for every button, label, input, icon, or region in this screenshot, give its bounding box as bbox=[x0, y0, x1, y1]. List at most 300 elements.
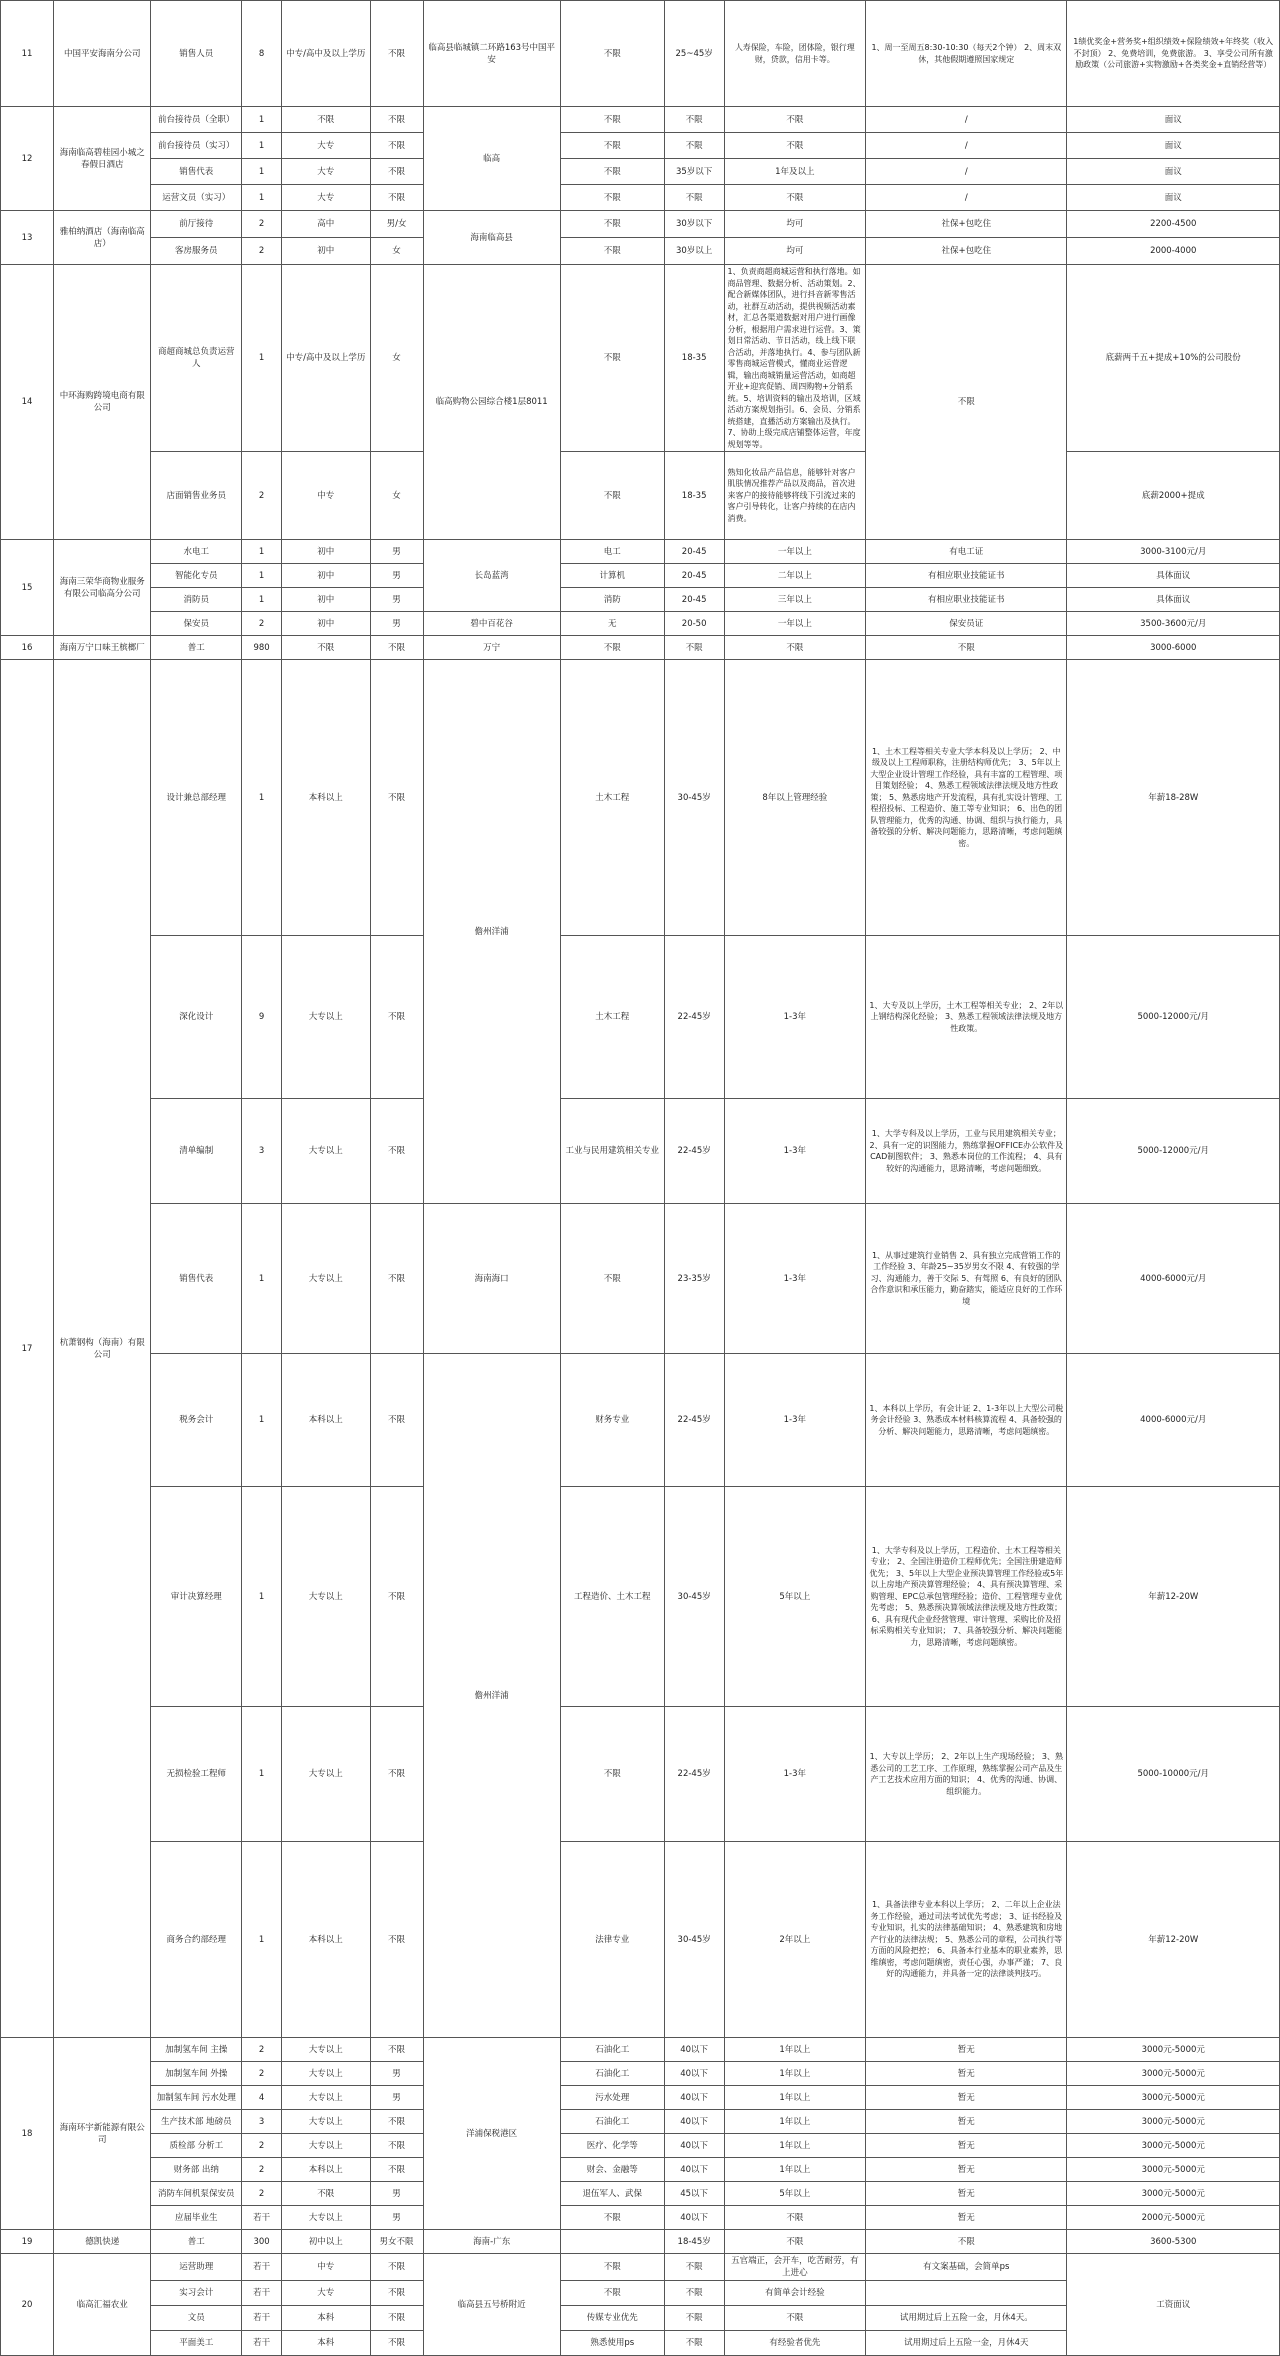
position-cell: 应届毕业生 bbox=[151, 2206, 242, 2230]
workplace-cell: 儋州洋浦 bbox=[423, 660, 560, 1204]
position-cell: 普工 bbox=[151, 2230, 242, 2254]
experience-cell: 均可 bbox=[724, 211, 866, 238]
salary-cell: 1绩优奖金+营务奖+组织绩效+保险绩效+年终奖（收入不封顶） 2、免费培训，免费旅游。 3、享受公司所有激励政策（公司旅游+实物激励+各类奖金+直销经营等） bbox=[1067, 1, 1280, 107]
position-cell: 消防车间机泵保安员 bbox=[151, 2182, 242, 2206]
table-row bbox=[1, 1354, 1280, 1487]
count-cell: 1 bbox=[242, 1842, 282, 2038]
major-cell: 不限 bbox=[560, 185, 664, 211]
count-cell: 4 bbox=[242, 2086, 282, 2110]
requirement-cell: 有相应职业技能证书 bbox=[866, 564, 1067, 588]
education-cell: 初中 bbox=[282, 612, 371, 636]
major-cell: 熟悉使用ps bbox=[560, 2331, 664, 2356]
experience-cell: 一年以上 bbox=[724, 612, 866, 636]
requirement-cell: 暂无 bbox=[866, 2038, 1067, 2062]
gender-cell: 男女不限 bbox=[370, 2230, 423, 2254]
workplace-cell: 儋州洋浦 bbox=[423, 1354, 560, 2038]
table-row bbox=[1, 2038, 1280, 2062]
table-row bbox=[1, 1204, 1280, 1354]
table-row bbox=[1, 612, 1280, 636]
requirement-cell: 不限 bbox=[866, 636, 1067, 660]
major-cell: 计算机 bbox=[560, 564, 664, 588]
count-cell: 若干 bbox=[242, 2281, 282, 2306]
education-cell: 大专以上 bbox=[282, 2134, 371, 2158]
table-row bbox=[1, 1487, 1280, 1707]
major-cell: 石油化工 bbox=[560, 2110, 664, 2134]
major-cell: 不限 bbox=[560, 636, 664, 660]
gender-cell: 不限 bbox=[370, 2110, 423, 2134]
gender-cell: 不限 bbox=[370, 107, 423, 133]
gender-cell: 女 bbox=[370, 238, 423, 265]
gender-cell: 不限 bbox=[370, 1707, 423, 1842]
position-cell: 普工 bbox=[151, 636, 242, 660]
workplace-cell: 长岛蓝湾 bbox=[423, 540, 560, 612]
age-cell: 22-45岁 bbox=[664, 1707, 724, 1842]
salary-cell: 底薪2000+提成 bbox=[1067, 452, 1280, 540]
requirement-cell: 1、大学专科及以上学历，工业与民用建筑相关专业； 2、具有一定的识图能力，熟练掌握OFFICE办公软件及CAD制图软件； 3、熟悉本岗位的工作流程； 4、具有较好的沟通能力，思路清晰，考虑问题细致。 bbox=[866, 1099, 1067, 1204]
salary-cell: 4000-6000元/月 bbox=[1067, 1354, 1280, 1487]
age-cell: 40以下 bbox=[664, 2062, 724, 2086]
gender-cell: 不限 bbox=[370, 2038, 423, 2062]
count-cell: 1 bbox=[242, 133, 282, 159]
experience-cell: 2年以上 bbox=[724, 1842, 866, 2038]
major-cell: 退伍军人、武保 bbox=[560, 2182, 664, 2206]
position-cell: 加制氢车间 外操 bbox=[151, 2062, 242, 2086]
requirement-cell: 暂无 bbox=[866, 2134, 1067, 2158]
experience-cell: 五官端正，会开车，吃苦耐劳，有上进心 bbox=[724, 2254, 866, 2281]
table-row bbox=[1, 238, 1280, 265]
company-name: 杭萧钢构（海南）有限公司 bbox=[54, 660, 151, 2038]
position-cell: 运营助理 bbox=[151, 2254, 242, 2281]
position-cell: 税务会计 bbox=[151, 1354, 242, 1487]
table-row bbox=[1, 185, 1280, 211]
salary-cell: 具体面议 bbox=[1067, 564, 1280, 588]
major-cell: 不限 bbox=[560, 133, 664, 159]
education-cell: 大专 bbox=[282, 133, 371, 159]
salary-cell: 3000元-5000元 bbox=[1067, 2086, 1280, 2110]
count-cell: 1 bbox=[242, 1487, 282, 1707]
workplace-cell: 临高县五号桥附近 bbox=[423, 2254, 560, 2356]
age-cell: 20-50 bbox=[664, 612, 724, 636]
education-cell: 中专 bbox=[282, 2254, 371, 2281]
experience-cell: 不限 bbox=[724, 2230, 866, 2254]
age-cell: 20-45 bbox=[664, 564, 724, 588]
salary-cell: 3000元-5000元 bbox=[1067, 2182, 1280, 2206]
age-cell: 不限 bbox=[664, 2306, 724, 2331]
gender-cell: 不限 bbox=[370, 2331, 423, 2356]
age-cell: 40以下 bbox=[664, 2038, 724, 2062]
experience-cell: 1年以上 bbox=[724, 2158, 866, 2182]
gender-cell: 不限 bbox=[370, 2158, 423, 2182]
gender-cell: 男/女 bbox=[370, 211, 423, 238]
major-cell: 工业与民用建筑相关专业 bbox=[560, 1099, 664, 1204]
count-cell: 1 bbox=[242, 1354, 282, 1487]
education-cell: 大专 bbox=[282, 2281, 371, 2306]
salary-cell: 底薪两千五+提成+10%的公司股份 bbox=[1067, 265, 1280, 452]
count-cell: 1 bbox=[242, 1707, 282, 1842]
salary-cell: 3500-3600元/月 bbox=[1067, 612, 1280, 636]
count-cell: 2 bbox=[242, 2158, 282, 2182]
workplace-cell: 临高 bbox=[423, 107, 560, 211]
position-cell: 智能化专员 bbox=[151, 564, 242, 588]
requirement-cell: 暂无 bbox=[866, 2086, 1067, 2110]
workplace-cell: 海南临高县 bbox=[423, 211, 560, 265]
position-cell: 前厅接待 bbox=[151, 211, 242, 238]
age-cell: 不限 bbox=[664, 2331, 724, 2356]
gender-cell: 男 bbox=[370, 612, 423, 636]
experience-cell: 三年以上 bbox=[724, 588, 866, 612]
position-cell: 消防员 bbox=[151, 588, 242, 612]
position-cell: 前台接待员（全职） bbox=[151, 107, 242, 133]
workplace-cell: 万宁 bbox=[423, 636, 560, 660]
gender-cell: 男 bbox=[370, 540, 423, 564]
table-row bbox=[1, 1099, 1280, 1204]
gender-cell: 男 bbox=[370, 588, 423, 612]
salary-cell: 具体面议 bbox=[1067, 588, 1280, 612]
experience-cell: 1年以上 bbox=[724, 2134, 866, 2158]
position-cell: 销售代表 bbox=[151, 159, 242, 185]
salary-cell: 面议 bbox=[1067, 133, 1280, 159]
count-cell: 1 bbox=[242, 588, 282, 612]
position-cell: 加制氢车间 主操 bbox=[151, 2038, 242, 2062]
position-cell: 无损检验工程师 bbox=[151, 1707, 242, 1842]
education-cell: 本科以上 bbox=[282, 1842, 371, 2038]
table-row bbox=[1, 660, 1280, 936]
salary-cell: 5000-12000元/月 bbox=[1067, 936, 1280, 1099]
major-cell: 不限 bbox=[560, 2254, 664, 2281]
table-row bbox=[1, 133, 1280, 159]
education-cell: 初中 bbox=[282, 540, 371, 564]
experience-cell: 有经验者优先 bbox=[724, 2331, 866, 2356]
major-cell: 不限 bbox=[560, 1204, 664, 1354]
count-cell: 2 bbox=[242, 452, 282, 540]
requirement-cell: 1、具备法律专业本科以上学历； 2、二年以上企业法务工作经验，通过司法考试优先考虑； 3、证书经验及专业知识，扎实的法律基础知识； 4、熟悉建筑和房地产行业的法律法规； 5、熟悉公司的章程，公司执行等方面的风险把控； 6、具备本行业基本的职业素养，思维缜密，考虑问题缜密，责任心强，办事严谨； 7、良好的沟通能力，并具备一定的法律谈判技巧。 bbox=[866, 1842, 1067, 2038]
salary-cell: 3600-5300 bbox=[1067, 2230, 1280, 2254]
gender-cell: 不限 bbox=[370, 1099, 423, 1204]
major-cell: 传媒专业优先 bbox=[560, 2306, 664, 2331]
gender-cell: 不限 bbox=[370, 1487, 423, 1707]
position-cell: 文员 bbox=[151, 2306, 242, 2331]
count-cell: 1 bbox=[242, 107, 282, 133]
gender-cell: 男 bbox=[370, 2062, 423, 2086]
major-cell: 土木工程 bbox=[560, 936, 664, 1099]
age-cell: 40以下 bbox=[664, 2158, 724, 2182]
gender-cell: 不限 bbox=[370, 660, 423, 936]
major-cell: 不限 bbox=[560, 452, 664, 540]
count-cell: 2 bbox=[242, 612, 282, 636]
position-cell: 财务部 出纳 bbox=[151, 2158, 242, 2182]
position-cell: 保安员 bbox=[151, 612, 242, 636]
education-cell: 不限 bbox=[282, 107, 371, 133]
salary-cell: 2000元-5000元 bbox=[1067, 2206, 1280, 2230]
education-cell: 初中 bbox=[282, 588, 371, 612]
requirement-cell: 暂无 bbox=[866, 2062, 1067, 2086]
gender-cell: 女 bbox=[370, 452, 423, 540]
education-cell: 本科 bbox=[282, 2306, 371, 2331]
table-row bbox=[1, 159, 1280, 185]
education-cell: 本科以上 bbox=[282, 660, 371, 936]
salary-cell: 3000-6000 bbox=[1067, 636, 1280, 660]
experience-cell: 1-3年 bbox=[724, 1354, 866, 1487]
salary-cell: 3000元-5000元 bbox=[1067, 2038, 1280, 2062]
education-cell: 大专以上 bbox=[282, 2086, 371, 2110]
gender-cell: 不限 bbox=[370, 1354, 423, 1487]
position-cell: 清单编制 bbox=[151, 1099, 242, 1204]
major-cell: 无 bbox=[560, 612, 664, 636]
major-cell: 工程造价、土木工程 bbox=[560, 1487, 664, 1707]
position-cell: 商超商城总负责运营人 bbox=[151, 265, 242, 452]
major-cell: 污水处理 bbox=[560, 2086, 664, 2110]
salary-cell: 3000元-5000元 bbox=[1067, 2110, 1280, 2134]
education-cell: 大专以上 bbox=[282, 2062, 371, 2086]
major-cell: 不限 bbox=[560, 1, 664, 107]
requirement-cell: 1、大专以上学历； 2、2年以上生产现场经验； 3、熟悉公司的工艺工序、工作原理，熟练掌握公司产品及生产工艺技术应用方面的知识； 4、优秀的沟通、协调、组织能力。 bbox=[866, 1707, 1067, 1842]
gender-cell: 不限 bbox=[370, 1, 423, 107]
table-row bbox=[1, 2254, 1280, 2281]
education-cell: 大专以上 bbox=[282, 1099, 371, 1204]
company-name: 德凯快递 bbox=[54, 2230, 151, 2254]
requirement-cell: 暂无 bbox=[866, 2158, 1067, 2182]
experience-cell: 1年以上 bbox=[724, 2038, 866, 2062]
table-row bbox=[1, 265, 1280, 452]
experience-cell: 8年以上管理经验 bbox=[724, 660, 866, 936]
education-cell: 大专 bbox=[282, 159, 371, 185]
gender-cell: 不限 bbox=[370, 1204, 423, 1354]
education-cell: 大专以上 bbox=[282, 1707, 371, 1842]
major-cell: 财会、金融等 bbox=[560, 2158, 664, 2182]
education-cell: 大专以上 bbox=[282, 2038, 371, 2062]
education-cell: 大专以上 bbox=[282, 1204, 371, 1354]
count-cell: 1 bbox=[242, 564, 282, 588]
row-number: 19 bbox=[1, 2230, 54, 2254]
workplace-cell: 海南-广东 bbox=[423, 2230, 560, 2254]
table-row bbox=[1, 1842, 1280, 2038]
count-cell: 3 bbox=[242, 2110, 282, 2134]
age-cell: 不限 bbox=[664, 133, 724, 159]
company-name: 中国平安海南分公司 bbox=[54, 1, 151, 107]
gender-cell: 不限 bbox=[370, 159, 423, 185]
count-cell: 1 bbox=[242, 265, 282, 452]
gender-cell: 男 bbox=[370, 2086, 423, 2110]
position-cell: 水电工 bbox=[151, 540, 242, 564]
major-cell: 不限 bbox=[560, 107, 664, 133]
gender-cell: 不限 bbox=[370, 133, 423, 159]
experience-cell: 均可 bbox=[724, 238, 866, 265]
salary-cell: 3000元-5000元 bbox=[1067, 2134, 1280, 2158]
age-cell: 18-45岁 bbox=[664, 2230, 724, 2254]
count-cell: 若干 bbox=[242, 2306, 282, 2331]
age-cell: 22-45岁 bbox=[664, 1099, 724, 1204]
salary-cell: 面议 bbox=[1067, 107, 1280, 133]
position-cell: 销售人员 bbox=[151, 1, 242, 107]
requirement-cell: 社保+包吃住 bbox=[866, 211, 1067, 238]
experience-cell: 不限 bbox=[724, 185, 866, 211]
experience-cell: 1-3年 bbox=[724, 936, 866, 1099]
gender-cell: 不限 bbox=[370, 2254, 423, 2281]
gender-cell: 不限 bbox=[370, 936, 423, 1099]
major-cell: 不限 bbox=[560, 2206, 664, 2230]
experience-cell: 二年以上 bbox=[724, 564, 866, 588]
major-cell: 不限 bbox=[560, 1707, 664, 1842]
major-cell: 不限 bbox=[560, 159, 664, 185]
workplace-cell: 洋浦保税港区 bbox=[423, 2038, 560, 2230]
count-cell: 若干 bbox=[242, 2206, 282, 2230]
experience-cell: 不限 bbox=[724, 107, 866, 133]
age-cell: 不限 bbox=[664, 2254, 724, 2281]
company-name: 临高汇福农业 bbox=[54, 2254, 151, 2356]
requirement-cell: 试用期过后上五险一金，月休4天 bbox=[866, 2331, 1067, 2356]
position-cell: 平面美工 bbox=[151, 2331, 242, 2356]
age-cell: 不限 bbox=[664, 2281, 724, 2306]
company-name: 海南万宁口味王槟榔厂 bbox=[54, 636, 151, 660]
experience-cell: 不限 bbox=[724, 636, 866, 660]
experience-cell: 1、负责商超商城运营和执行落地。如商品管理、数据分析、活动策划。2、配合新媒体团队，进行抖音新零售活动，社群互动活动，提供视频活动素材，汇总各渠道数据对用户进行画像分析，根据用户需求进行运营。3、策划日常活动、节日活动，线上线下联合活动，并落地执行。4、参与团队新零售商城运营模式，懂商业运营逻辑，输出商城销量运营活动，如商超开业+迎宾促销、周四购物+分销系统。5、培训资料的输出及培训，区域活动方案规划指引。6、会员、分销系统搭建，直播活动方案输出及执行。7、协助上级完成店铺整体运营，年度规划等等。 bbox=[724, 265, 866, 452]
workplace-cell: 临高县临城镇二环路163号中国平安 bbox=[423, 1, 560, 107]
education-cell: 本科以上 bbox=[282, 2158, 371, 2182]
education-cell: 不限 bbox=[282, 2182, 371, 2206]
salary-cell: 工资面议 bbox=[1067, 2254, 1280, 2356]
requirement-cell: 暂无 bbox=[866, 2206, 1067, 2230]
age-cell: 45以下 bbox=[664, 2182, 724, 2206]
requirement-cell: 保安员证 bbox=[866, 612, 1067, 636]
major-cell bbox=[560, 2230, 664, 2254]
age-cell: 30-45岁 bbox=[664, 1487, 724, 1707]
education-cell: 本科以上 bbox=[282, 1354, 371, 1487]
salary-cell: 2200-4500 bbox=[1067, 211, 1280, 238]
table-row bbox=[1, 1707, 1280, 1842]
experience-cell: 有简单会计经验 bbox=[724, 2281, 866, 2306]
education-cell: 中专 bbox=[282, 452, 371, 540]
education-cell: 高中 bbox=[282, 211, 371, 238]
count-cell: 2 bbox=[242, 2062, 282, 2086]
table-row bbox=[1, 1, 1280, 107]
age-cell: 18-35 bbox=[664, 265, 724, 452]
requirement-cell: / bbox=[866, 185, 1067, 211]
experience-cell: 1-3年 bbox=[724, 1099, 866, 1204]
major-cell: 石油化工 bbox=[560, 2062, 664, 2086]
workplace-cell: 海南海口 bbox=[423, 1204, 560, 1354]
count-cell: 8 bbox=[242, 1, 282, 107]
table-row bbox=[1, 2062, 1280, 2086]
salary-cell: 5000-12000元/月 bbox=[1067, 1099, 1280, 1204]
age-cell: 25~45岁 bbox=[664, 1, 724, 107]
position-cell: 深化设计 bbox=[151, 936, 242, 1099]
position-cell: 设计兼总部经理 bbox=[151, 660, 242, 936]
table-row bbox=[1, 452, 1280, 540]
major-cell: 不限 bbox=[560, 238, 664, 265]
row-number: 16 bbox=[1, 636, 54, 660]
position-cell: 实习会计 bbox=[151, 2281, 242, 2306]
education-cell: 中专/高中及以上学历 bbox=[282, 1, 371, 107]
table-row bbox=[1, 2086, 1280, 2110]
major-cell: 不限 bbox=[560, 265, 664, 452]
age-cell: 40以下 bbox=[664, 2086, 724, 2110]
requirement-cell bbox=[866, 2281, 1067, 2306]
education-cell: 中专/高中及以上学历 bbox=[282, 265, 371, 452]
company-name: 海南临高碧桂园小城之春假日酒店 bbox=[54, 107, 151, 211]
position-cell: 加制氢车间 污水处理 bbox=[151, 2086, 242, 2110]
position-cell: 运营文员（实习） bbox=[151, 185, 242, 211]
count-cell: 1 bbox=[242, 540, 282, 564]
education-cell: 大专以上 bbox=[282, 2110, 371, 2134]
requirement-cell: 1、周一至周五8:30-10:30（每天2个钟） 2、周末双休，其他假期遵照国家规定 bbox=[866, 1, 1067, 107]
company-name: 中环海购跨境电商有限公司 bbox=[54, 265, 151, 540]
table-row bbox=[1, 936, 1280, 1099]
row-number: 15 bbox=[1, 540, 54, 636]
count-cell: 若干 bbox=[242, 2254, 282, 2281]
position-cell: 店面销售业务员 bbox=[151, 452, 242, 540]
age-cell: 20-45 bbox=[664, 588, 724, 612]
position-cell: 前台接待员（实习） bbox=[151, 133, 242, 159]
row-number: 12 bbox=[1, 107, 54, 211]
requirement-cell: 暂无 bbox=[866, 2182, 1067, 2206]
major-cell: 医疗、化学等 bbox=[560, 2134, 664, 2158]
experience-cell: 不限 bbox=[724, 2306, 866, 2331]
experience-cell: 1年以上 bbox=[724, 2086, 866, 2110]
count-cell: 若干 bbox=[242, 2331, 282, 2356]
table-row bbox=[1, 2182, 1280, 2206]
table-row bbox=[1, 540, 1280, 564]
requirement-cell: 社保+包吃住 bbox=[866, 238, 1067, 265]
age-cell: 不限 bbox=[664, 185, 724, 211]
age-cell: 30-45岁 bbox=[664, 660, 724, 936]
table-row bbox=[1, 2206, 1280, 2230]
experience-cell: 5年以上 bbox=[724, 2182, 866, 2206]
table-row bbox=[1, 2110, 1280, 2134]
salary-cell: 2000-4000 bbox=[1067, 238, 1280, 265]
requirement-cell: 暂无 bbox=[866, 2110, 1067, 2134]
workplace-cell: 碧中百花谷 bbox=[423, 612, 560, 636]
major-cell: 财务专业 bbox=[560, 1354, 664, 1487]
table-row bbox=[1, 2158, 1280, 2182]
education-cell: 初中 bbox=[282, 564, 371, 588]
education-cell: 大专以上 bbox=[282, 1487, 371, 1707]
education-cell: 大专以上 bbox=[282, 2206, 371, 2230]
experience-cell: 不限 bbox=[724, 133, 866, 159]
gender-cell: 不限 bbox=[370, 1842, 423, 2038]
gender-cell: 不限 bbox=[370, 2306, 423, 2331]
age-cell: 30岁以上 bbox=[664, 238, 724, 265]
count-cell: 2 bbox=[242, 238, 282, 265]
experience-cell: 一年以上 bbox=[724, 540, 866, 564]
count-cell: 2 bbox=[242, 2182, 282, 2206]
company-name: 海南环宇新能源有限公司 bbox=[54, 2038, 151, 2230]
position-cell: 审计决算经理 bbox=[151, 1487, 242, 1707]
row-number: 18 bbox=[1, 2038, 54, 2230]
experience-cell: 1-3年 bbox=[724, 1707, 866, 1842]
experience-cell: 1年以上 bbox=[724, 2110, 866, 2134]
table-row bbox=[1, 2134, 1280, 2158]
major-cell: 不限 bbox=[560, 211, 664, 238]
age-cell: 30-45岁 bbox=[664, 1842, 724, 2038]
gender-cell: 不限 bbox=[370, 185, 423, 211]
count-cell: 1 bbox=[242, 159, 282, 185]
major-cell: 电工 bbox=[560, 540, 664, 564]
salary-cell: 3000元-5000元 bbox=[1067, 2158, 1280, 2182]
salary-cell: 3000-3100元/月 bbox=[1067, 540, 1280, 564]
age-cell: 40以下 bbox=[664, 2110, 724, 2134]
salary-cell: 年薪18-28W bbox=[1067, 660, 1280, 936]
requirement-cell: 不限 bbox=[866, 2230, 1067, 2254]
count-cell: 2 bbox=[242, 211, 282, 238]
education-cell: 本科 bbox=[282, 2331, 371, 2356]
experience-cell: 不限 bbox=[724, 2206, 866, 2230]
table-row bbox=[1, 564, 1280, 588]
requirement-cell: 1、大学专科及以上学历，工程造价、土木工程等相关专业； 2、全国注册造价工程师优先；全国注册建造师优先； 3、5年以上大型企业预决算管理工作经验或5年以上房地产预决算管理经验； 4、具有预决算管理、采购管理、EPC总承包管理经验；造价、工程管理专业优先考虑； 5、熟悉预决算领域法律法规及地方性政策； 6、具有现代企业经营管理、审计管理、采购比价及招标采购相关专业知识； 7、具备较强分析、解决问题能力，思路清晰，考虑问题缜密。 bbox=[866, 1487, 1067, 1707]
salary-cell: 年薪12-20W bbox=[1067, 1842, 1280, 2038]
experience-cell: 1年及以上 bbox=[724, 159, 866, 185]
age-cell: 35岁以下 bbox=[664, 159, 724, 185]
table-row bbox=[1, 2230, 1280, 2254]
